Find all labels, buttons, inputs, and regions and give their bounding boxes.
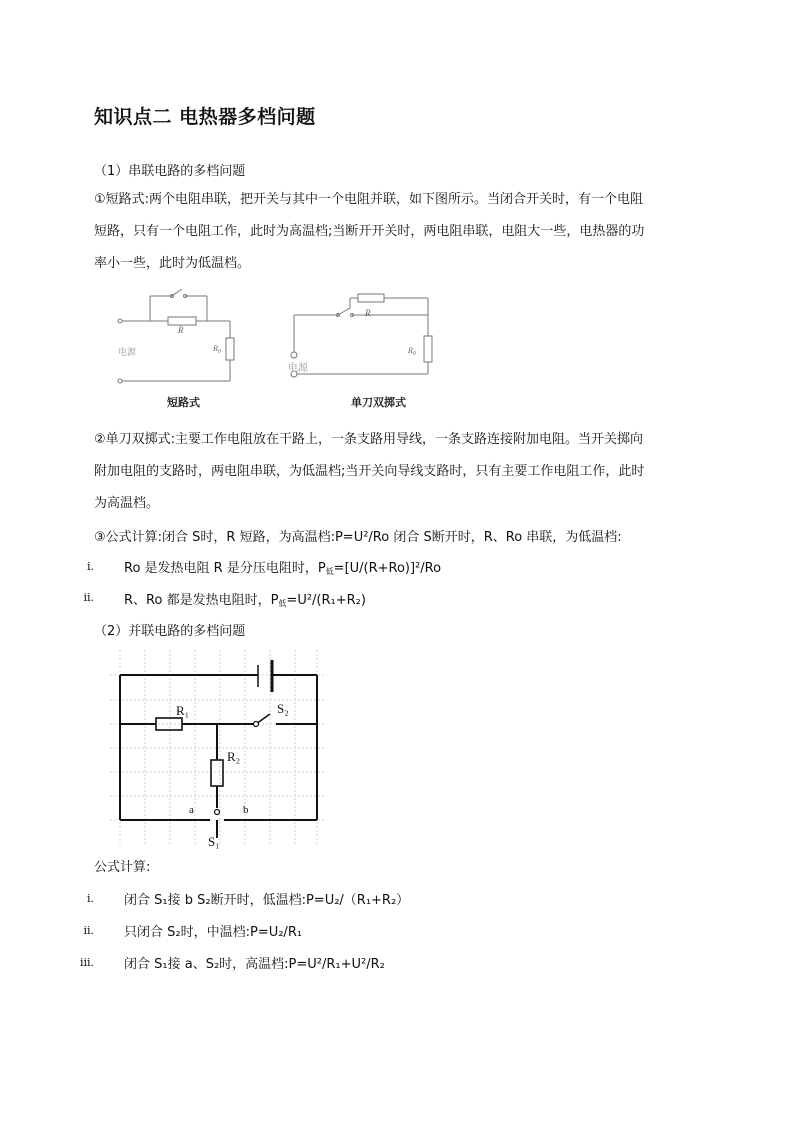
label-r0-main: R xyxy=(213,344,218,353)
paragraph-line: ②单刀双掷式:主要工作电阻放在干路上，一条支路用导线，一条支路连接附加电阻。当开关掷向 xyxy=(94,432,644,447)
label-r0-right-sub: 0 xyxy=(412,351,416,357)
formula-label: 公式计算: xyxy=(94,860,151,875)
switch-s1-contact xyxy=(215,810,220,815)
label-r: R xyxy=(178,325,184,335)
label-source: 电源 xyxy=(118,348,137,358)
item-subscript: 低 xyxy=(325,567,334,576)
item-subscript: 低 xyxy=(278,599,287,608)
label-r1: R₁ xyxy=(176,703,190,718)
list-marker: ii. xyxy=(83,924,94,937)
label-s1: S₁ xyxy=(208,834,220,849)
list-marker: iii. xyxy=(79,956,94,969)
paragraph-short-circuit xyxy=(94,184,694,280)
paragraph-spdt xyxy=(94,424,694,520)
label-source-right: 电源 xyxy=(288,363,308,374)
switch-s2-contact xyxy=(254,722,259,727)
label-r0-sub: 0 xyxy=(217,349,221,355)
caption-short-circuit: 短路式 xyxy=(167,396,200,409)
paragraph-line: 短路，只有一个电阻工作，此时为高温档;当断开开关时，两电阻串联，电阻大一些，电热器的功 xyxy=(94,224,645,239)
page-title: 知识点二 电热器多档问题 xyxy=(94,106,316,128)
list-marker: i. xyxy=(86,892,94,905)
paragraph-formula: ③公式计算:闭合 S时，R 短路，为高温档:P=U²/Ro 闭合 S断开时，R、Ro 串联，为低温档: xyxy=(94,530,622,545)
label-r-right: R xyxy=(365,308,371,318)
label-s2: S₂ xyxy=(277,701,289,716)
short-circuit-diagram xyxy=(118,289,234,383)
parallel-circuit-diagram xyxy=(110,650,330,850)
paragraph-line: 率小一些，此时为低温档。 xyxy=(94,256,251,271)
list-marker: ii. xyxy=(83,591,94,604)
list-item: 闭合 S₁接 a、S₂时，高温档:P=U²/R₁+U²/R₂ xyxy=(124,957,385,972)
paragraph-line: 附加电阻的支路时，两电阻串联，为低温档;当开关向导线支路时，只有主要工作电阻工作，此时 xyxy=(94,464,645,479)
section1-heading: （1）串联电路的多档问题 xyxy=(94,164,246,179)
item-text-a: R、Ro 都是发热电阻时，P xyxy=(124,593,279,608)
list-item xyxy=(124,557,441,577)
label-a: a xyxy=(189,804,194,816)
paragraph-line: 为高温档。 xyxy=(94,496,160,511)
list-item xyxy=(124,589,366,609)
caption-spdt: 单刀双掷式 xyxy=(351,396,406,409)
list-item: 只闭合 S₂时，中温档:P=U₂/R₁ xyxy=(124,925,303,940)
list-marker: i. xyxy=(86,560,94,573)
paragraph-line: ①短路式:两个电阻串联，把开关与其中一个电阻并联，如下图所示。当闭合开关时，有一个电阻 xyxy=(94,192,644,207)
label-r0-right xyxy=(407,346,416,357)
label-r0-right-main: R xyxy=(408,346,413,355)
label-r2: R₂ xyxy=(227,749,241,764)
item-text-b: =[U/(R+Ro)]²/Ro xyxy=(333,561,442,576)
item-text-b: =U²/(R₁+R₂) xyxy=(286,593,366,608)
label-r0 xyxy=(212,344,221,355)
section2-heading: （2）并联电路的多档问题 xyxy=(94,624,246,639)
list-item: 闭合 S₁接 b S₂断开时，低温档:P=U₂/（R₁+R₂） xyxy=(124,893,410,908)
spdt-diagram xyxy=(291,294,432,377)
series-circuit-figure xyxy=(110,282,450,412)
item-text-a: Ro 是发热电阻 R 是分压电阻时，P xyxy=(124,561,326,576)
label-b: b xyxy=(243,804,249,816)
